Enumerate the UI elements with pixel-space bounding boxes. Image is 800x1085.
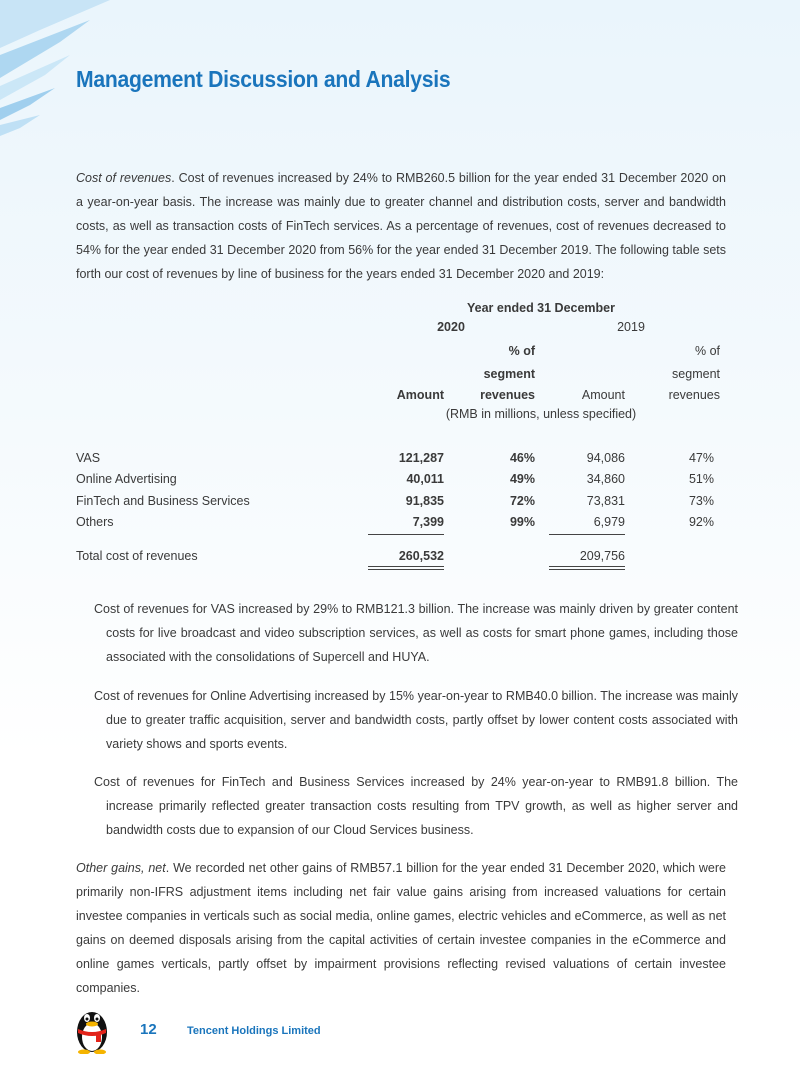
year-2020-header: 2020 — [437, 320, 465, 334]
row-amount-2020: 40,011 — [406, 472, 444, 486]
total-amount-2019: 209,756 — [579, 549, 625, 563]
row-amount-2020: 121,287 — [398, 451, 444, 465]
row-pct-2019: 73% — [688, 494, 714, 508]
row-pct-2020: 99% — [509, 515, 535, 529]
subtotal-rule-2020 — [368, 534, 444, 535]
bullet-vas: Cost of revenues for VAS increased by 29% to RMB121.3 billion. The increase was mainly driven by greater content costs for live broadcast and video subscription services, as well as costs for smart phone games, including those associated with the consolidations of Supercell and HUYA. — [94, 602, 738, 664]
subtotal-rule-2019 — [549, 534, 625, 535]
bullet-online-advertising: Cost of revenues for Online Advertising increased by 15% year-on-year to RMB40.0 billion. The increase was mainly due to greater traffic acquisition, server and bandwidth costs, partly offset by lower content costs associated with variety shows and sports events. — [94, 689, 738, 751]
row-amount-2020: 91,835 — [405, 494, 444, 508]
row-label: VAS — [76, 451, 101, 465]
pct-2019-line2: segment — [672, 367, 720, 381]
row-pct-2019: 47% — [688, 451, 714, 465]
row-label: FinTech and Business Services — [76, 494, 250, 508]
other-gains-lead: Other gains, net — [76, 861, 166, 875]
row-amount-2019: 34,860 — [586, 472, 625, 486]
page-number: 12 — [140, 1021, 157, 1038]
total-rule-2020-a — [368, 566, 444, 567]
page-title: Management Discussion and Analysis — [76, 66, 451, 92]
pct-2019-line1: % of — [694, 344, 720, 358]
other-gains-text: . We recorded net other gains of RMB57.1 billion for the year ended 31 December 2020, which were primarily non-IFRS adjustment items including net fair value gains arising from increased valuations for certain investee companies in verticals such as social media, online games, electric vehicles and eCommerce, as well as net gains on deemed disposals arising from the capital activities of certain investee companies in the eCommerce and online games verticals, partly offset by impairment provisions reflecting revised valuations of certain investee companies. — [76, 861, 726, 995]
total-rule-2019-a — [549, 566, 625, 567]
amount-2020-header: Amount — [396, 388, 444, 402]
total-rule-2020-b — [368, 569, 444, 570]
pct-2020-line3: revenues — [480, 388, 535, 402]
row-label: Others — [76, 515, 114, 529]
intro-lead: Cost of revenues — [76, 171, 172, 185]
row-amount-2020: 7,399 — [412, 515, 444, 529]
row-amount-2019: 73,831 — [586, 494, 625, 508]
row-label: Online Advertising — [76, 472, 177, 486]
row-amount-2019: 94,086 — [586, 451, 625, 465]
total-label: Total cost of revenues — [76, 549, 198, 563]
pct-2019-line3: revenues — [668, 388, 720, 402]
year-2019-header: 2019 — [617, 320, 645, 334]
amount-2019-header: Amount — [581, 388, 625, 402]
row-pct-2019: 51% — [688, 472, 714, 486]
total-amount-2020: 260,532 — [398, 549, 444, 563]
row-pct-2020: 46% — [509, 451, 535, 465]
period-header: Year ended 31 December — [467, 301, 615, 315]
total-rule-2019-b — [549, 569, 625, 570]
row-pct-2020: 49% — [509, 472, 535, 486]
intro-text: . Cost of revenues increased by 24% to RMB260.5 billion for the year ended 31 December 2020 on a year-on-year basis. The increase was mainly due to greater channel and distribution costs, server and bandwidth costs, as well as transaction costs of FinTech services. As a percentage of revenues, cost of revenues decreased to 54% for the year ended 31 December 2020 from 56% for the year ended 31 December 2019. The following table sets forth our cost of revenues by line of business for the years ended 31 December 2020 and 2019: — [76, 171, 726, 281]
other-gains-paragraph — [76, 856, 726, 1000]
intro-paragraph — [76, 166, 726, 286]
row-pct-2019: 92% — [688, 515, 714, 529]
company-name: Tencent Holdings Limited — [187, 1025, 321, 1037]
bullet-fintech: Cost of revenues for FinTech and Business Services increased by 24% year-on-year to RMB91.8 billion. The increase primarily reflected greater transaction costs resulting from TPV growth, as well as higher server and bandwidth costs due to expansion of our Cloud Services business. — [94, 775, 738, 837]
penguin-mascot-icon — [72, 1002, 112, 1054]
pct-2020-line1: % of — [508, 344, 535, 358]
pct-2020-line2: segment — [483, 367, 535, 381]
row-pct-2020: 72% — [509, 494, 535, 508]
row-amount-2019: 6,979 — [593, 515, 625, 529]
units-note: (RMB in millions, unless specified) — [445, 407, 637, 421]
